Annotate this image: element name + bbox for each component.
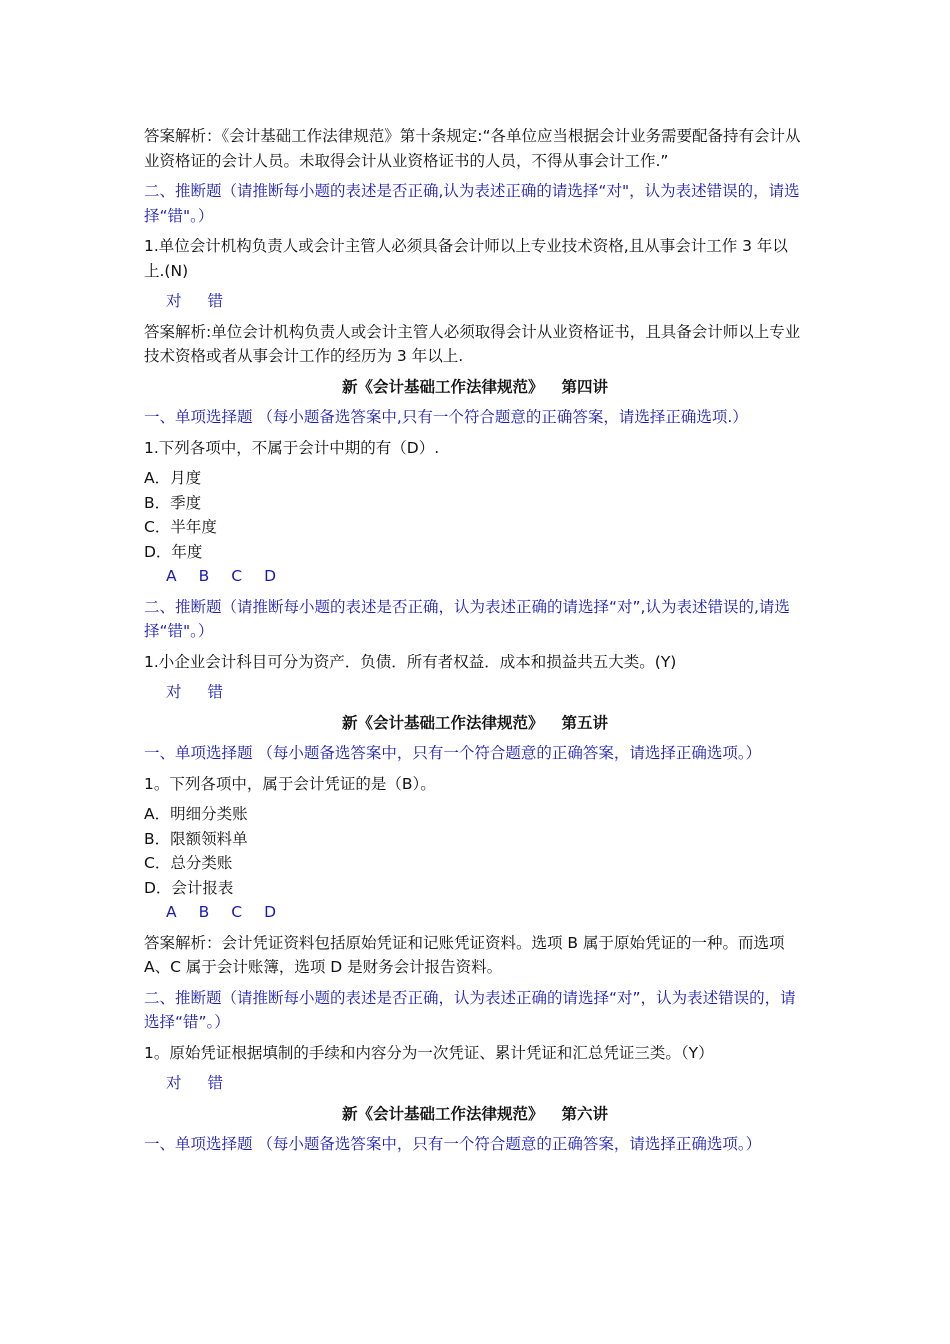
lecture-title xyxy=(144,375,806,400)
section-heading: 二、推断题（请推断每小题的表述是否正确,认为表述正确的请选择“对"，认为表述错误的，请选择“错"。） xyxy=(144,182,800,225)
true-button[interactable]: 对 xyxy=(166,1074,182,1092)
true-button[interactable]: 对 xyxy=(166,292,182,310)
answer-option: B．季度 xyxy=(144,493,202,512)
section-heading: 一、单项选择题 （每小题备选答案中，只有一个符合题意的正确答案，请选择正确选项。） xyxy=(144,1135,762,1153)
section-heading: 二、推断题（请推断每小题的表述是否正确，认为表述正确的请选择“对”,认为表述错误的,请选择“错"。） xyxy=(144,597,790,640)
choice-c[interactable]: C xyxy=(231,903,243,921)
choice-buttons xyxy=(144,900,806,925)
paragraph: 1。原始凭证根据填制的手续和内容分为一次凭证、累计凭证和汇总凭证三类。（Y） xyxy=(144,1043,714,1062)
lecture-number: 第六讲 xyxy=(561,1104,609,1123)
answer-option: B．限额领料单 xyxy=(144,829,248,848)
true-false-buttons xyxy=(144,289,806,314)
section-heading: 一、单项选择题 （每小题备选答案中，只有一个符合题意的正确答案，请选择正确选项。） xyxy=(144,744,762,762)
section-heading: 一、单项选择题 （每小题备选答案中,只有一个符合题意的正确答案，请选择正确选项.） xyxy=(144,408,748,426)
paragraph: 1.下列各项中，不属于会计中期的有（D）. xyxy=(144,438,440,457)
paragraph: 答案解析：《会计基础工作法律规范》第十条规定:“各单位应当根据会计业务需要配备持有会计从业资格证的会计人员。未取得会计从业资格证书的人员，不得从事会计工作.” xyxy=(144,127,801,170)
paragraph: 1。下列各项中，属于会计凭证的是（B）。 xyxy=(144,774,436,793)
choice-d[interactable]: D xyxy=(264,567,277,585)
answer-option: A．明细分类账 xyxy=(144,805,248,823)
lecture-title-main: 新《会计基础工作法律规范》 xyxy=(341,1104,544,1123)
lecture-title-main: 新《会计基础工作法律规范》 xyxy=(341,377,544,396)
lecture-number: 第五讲 xyxy=(561,713,609,732)
true-false-buttons xyxy=(144,680,806,705)
choice-a[interactable]: A xyxy=(166,903,177,921)
lecture-number: 第四讲 xyxy=(561,377,609,396)
false-button[interactable]: 错 xyxy=(207,683,224,701)
lecture-title-main: 新《会计基础工作法律规范》 xyxy=(341,713,544,732)
paragraph: 答案解析：会计凭证资料包括原始凭证和记账凭证资料。选项 B 属于原始凭证的一种。而选项 A、C 属于会计账簿，选项 D 是财务会计报告资料。 xyxy=(144,933,785,976)
choice-c[interactable]: C xyxy=(231,567,243,585)
answer-option: D．年度 xyxy=(144,542,203,561)
true-false-buttons xyxy=(144,1071,806,1096)
answer-option: C．半年度 xyxy=(144,518,217,536)
answer-option: D．会计报表 xyxy=(144,878,234,897)
false-button[interactable]: 错 xyxy=(207,292,224,310)
choice-b[interactable]: B xyxy=(198,567,210,585)
false-button[interactable]: 错 xyxy=(207,1074,224,1092)
paragraph: 1.单位会计机构负责人或会计主管人必须具备会计师以上专业技术资格,且从事会计工作 3 年以上.(N) xyxy=(144,237,788,280)
true-button[interactable]: 对 xyxy=(166,683,182,701)
paragraph: 1.小企业会计科目可分为资产．负债．所有者权益．成本和损益共五大类。(Y) xyxy=(144,652,677,671)
lecture-title xyxy=(144,711,806,736)
choice-a[interactable]: A xyxy=(166,567,177,585)
lecture-title xyxy=(144,1102,806,1127)
choice-d[interactable]: D xyxy=(264,903,277,921)
document-page xyxy=(144,124,806,1163)
answer-option: C．总分类账 xyxy=(144,854,233,872)
paragraph: 答案解析:单位会计机构负责人或会计主管人必须取得会计从业资格证书，且具备会计师以上专业技术资格或者从事会计工作的经历为 3 年以上. xyxy=(144,322,801,365)
section-heading: 二、推断题（请推断每小题的表述是否正确，认为表述正确的请选择“对”，认为表述错误的，请选择“错”。） xyxy=(144,988,796,1031)
choice-buttons xyxy=(144,564,806,589)
choice-b[interactable]: B xyxy=(198,903,210,921)
answer-option: A．月度 xyxy=(144,469,202,487)
